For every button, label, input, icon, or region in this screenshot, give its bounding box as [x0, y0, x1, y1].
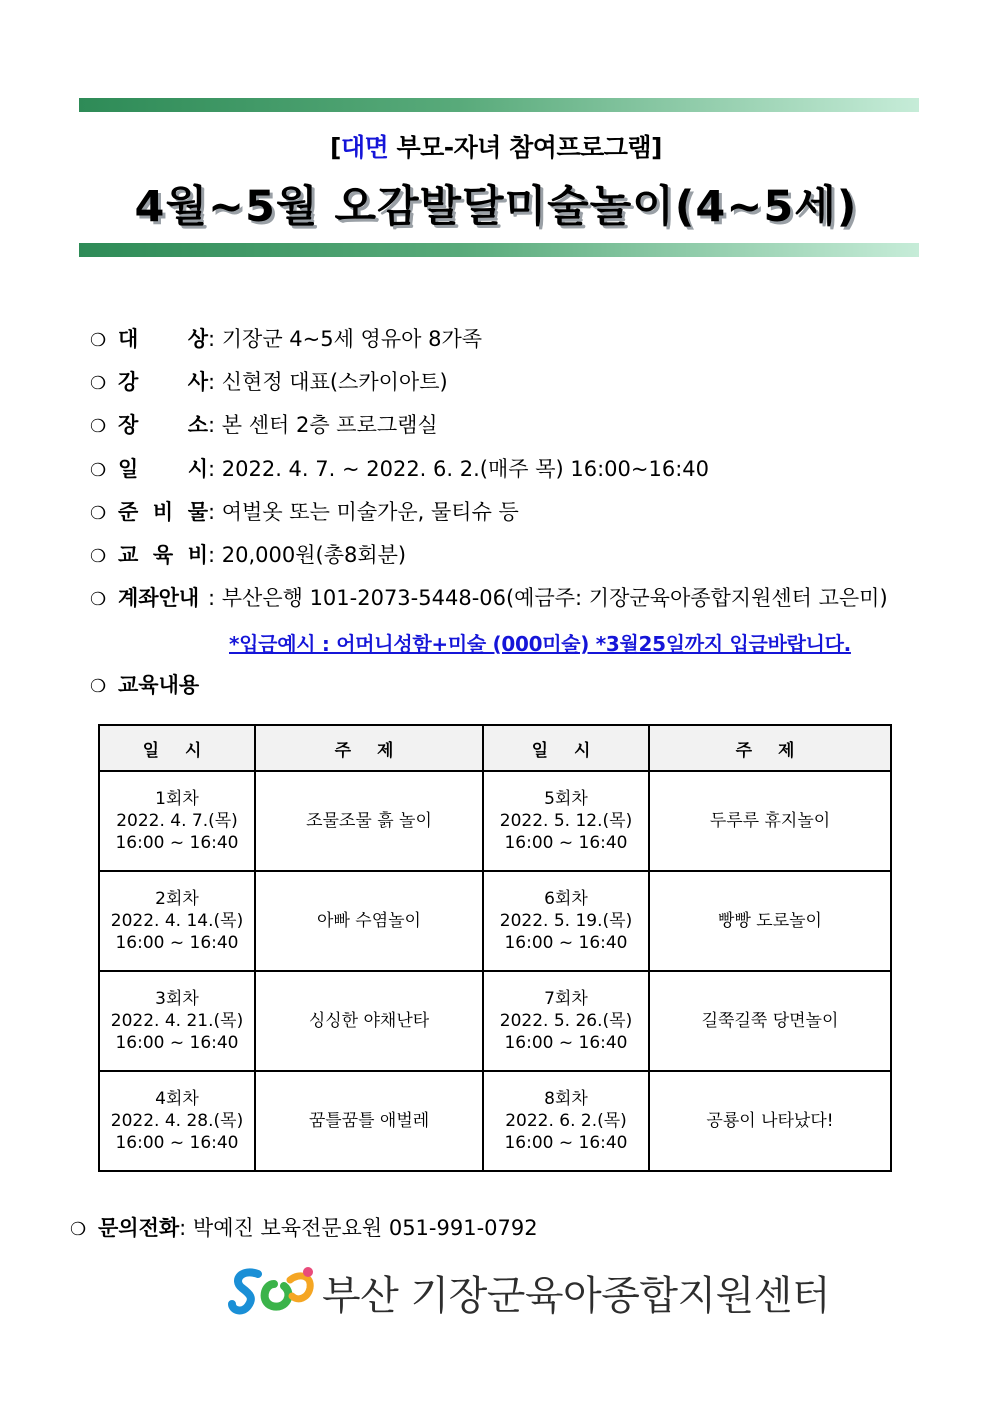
session-datetime-cell — [99, 871, 255, 971]
account-value: : 부산은행 101-2073-5448-06(예금주: 기장군육아종합지원센터 고은미) — [208, 586, 888, 610]
session-topic: 아빠 수염놀이 — [255, 871, 483, 971]
circle-bullet-icon: ❍ — [90, 546, 107, 567]
instructor-value: : 신현정 대표(스카이아트) — [208, 370, 448, 394]
session-date: 2022. 4. 28.(목) — [110, 1111, 244, 1131]
circle-bullet-icon: ❍ — [90, 416, 107, 437]
schedule-table — [98, 724, 892, 1172]
header-datetime-left: 일 시 — [99, 725, 255, 771]
session-datetime-cell — [483, 1071, 649, 1171]
contact-label: 문의전화 — [98, 1216, 180, 1240]
subtitle-rest: 부모-자녀 참여프로그램] — [388, 133, 662, 162]
info-instructor — [90, 368, 950, 398]
session-topic: 길쭉길쭉 당면놀이 — [649, 971, 891, 1071]
instructor-label: 강 사 — [118, 370, 208, 394]
session-date: 2022. 5. 19.(목) — [499, 911, 633, 931]
circle-bullet-icon: ❍ — [90, 503, 107, 524]
session-date: 2022. 4. 21.(목) — [110, 1011, 244, 1031]
session-datetime-cell — [483, 771, 649, 871]
session-number: 8회차 — [544, 1089, 588, 1109]
contact-value: : 박예진 보육전문요원 051-991-0792 — [179, 1216, 538, 1240]
supplies-value: : 여벌옷 또는 미술가운, 물티슈 등 — [208, 500, 519, 524]
session-time: 16:00 ~ 16:40 — [115, 1133, 239, 1153]
header-topic-left: 주 제 — [255, 725, 483, 771]
session-topic: 조물조물 흙 놀이 — [255, 771, 483, 871]
session-number: 2회차 — [155, 889, 199, 909]
info-fee — [90, 541, 950, 571]
session-time: 16:00 ~ 16:40 — [115, 833, 239, 853]
circle-bullet-icon: ❍ — [90, 460, 107, 481]
deposit-note: *입금예시 : 어머니성함+미술 (000미술) *3월25일까지 입금바랍니다. — [229, 632, 851, 656]
session-datetime-cell — [99, 771, 255, 871]
session-time: 16:00 ~ 16:40 — [115, 1033, 239, 1053]
place-value: : 본 센터 2층 프로그램실 — [208, 413, 438, 437]
table-row — [99, 1071, 891, 1171]
session-topic: 싱싱한 야채난타 — [255, 971, 483, 1071]
subtitle-open: [ — [330, 133, 341, 162]
session-time: 16:00 ~ 16:40 — [504, 1033, 628, 1053]
content-label: 교육내용 — [118, 673, 200, 697]
fee-value: : 20,000원(총8회분) — [208, 543, 407, 567]
circle-bullet-icon: ❍ — [90, 330, 107, 351]
info-content — [90, 671, 950, 701]
info-target — [90, 325, 950, 355]
date-value: : 2022. 4. 7. ~ 2022. 6. 2.(매주 목) 16:00~16:40 — [208, 457, 710, 481]
session-time: 16:00 ~ 16:40 — [504, 833, 628, 853]
info-date — [90, 455, 950, 485]
session-date: 2022. 4. 14.(목) — [110, 911, 244, 931]
target-label: 대 상 — [118, 327, 208, 351]
session-time: 16:00 ~ 16:40 — [504, 1133, 628, 1153]
session-datetime-cell — [99, 1071, 255, 1171]
subtitle-highlight: 대면 — [340, 133, 389, 162]
place-label: 장 소 — [118, 413, 208, 437]
session-number: 4회차 — [155, 1089, 199, 1109]
session-date: 2022. 4. 7.(목) — [116, 811, 238, 831]
date-label: 일 시 — [118, 457, 208, 481]
target-value: : 기장군 4~5세 영유아 8가족 — [208, 327, 483, 351]
center-name: 부산 기장군육아종합지원센터 — [322, 1273, 831, 1319]
session-date: 2022. 5. 26.(목) — [499, 1011, 633, 1031]
session-number: 6회차 — [544, 889, 588, 909]
session-number: 1회차 — [155, 789, 199, 809]
circle-bullet-icon: ❍ — [90, 676, 107, 697]
session-topic: 공룡이 나타났다! — [649, 1071, 891, 1171]
session-number: 7회차 — [544, 989, 588, 1009]
circle-bullet-icon: ❍ — [90, 589, 107, 610]
circle-bullet-icon: ❍ — [70, 1219, 87, 1240]
session-topic: 빵빵 도로놀이 — [649, 871, 891, 971]
supplies-label: 준 비 물 — [118, 500, 208, 524]
account-label: 계좌안내 — [118, 586, 200, 610]
fee-label: 교 육 비 — [118, 543, 208, 567]
info-account — [90, 584, 950, 614]
header-topic-right: 주 제 — [649, 725, 891, 771]
bottom-decorative-bar — [79, 243, 919, 257]
program-subtitle — [0, 128, 992, 164]
info-place — [90, 411, 950, 441]
session-date: 2022. 6. 2.(목) — [505, 1111, 627, 1131]
session-number: 5회차 — [544, 789, 588, 809]
table-row — [99, 771, 891, 871]
session-datetime-cell — [99, 971, 255, 1071]
info-supplies — [90, 498, 950, 528]
session-topic: 꿈틀꿈틀 애벌레 — [255, 1071, 483, 1171]
circle-bullet-icon: ❍ — [90, 373, 107, 394]
session-topic: 두루루 휴지놀이 — [649, 771, 891, 871]
table-row — [99, 971, 891, 1071]
center-logo-icon — [228, 1262, 328, 1320]
header-datetime-right: 일 시 — [483, 725, 649, 771]
session-datetime-cell — [483, 971, 649, 1071]
session-number: 3회차 — [155, 989, 199, 1009]
contact-line — [70, 1212, 538, 1242]
program-title: 4월~5월 오감발달미술놀이(4~5세) — [134, 182, 858, 232]
session-time: 16:00 ~ 16:40 — [504, 933, 628, 953]
table-row — [99, 871, 891, 971]
top-decorative-bar — [79, 98, 919, 112]
table-header-row — [99, 725, 891, 771]
session-datetime-cell — [483, 871, 649, 971]
session-date: 2022. 5. 12.(목) — [499, 811, 633, 831]
session-time: 16:00 ~ 16:40 — [115, 933, 239, 953]
